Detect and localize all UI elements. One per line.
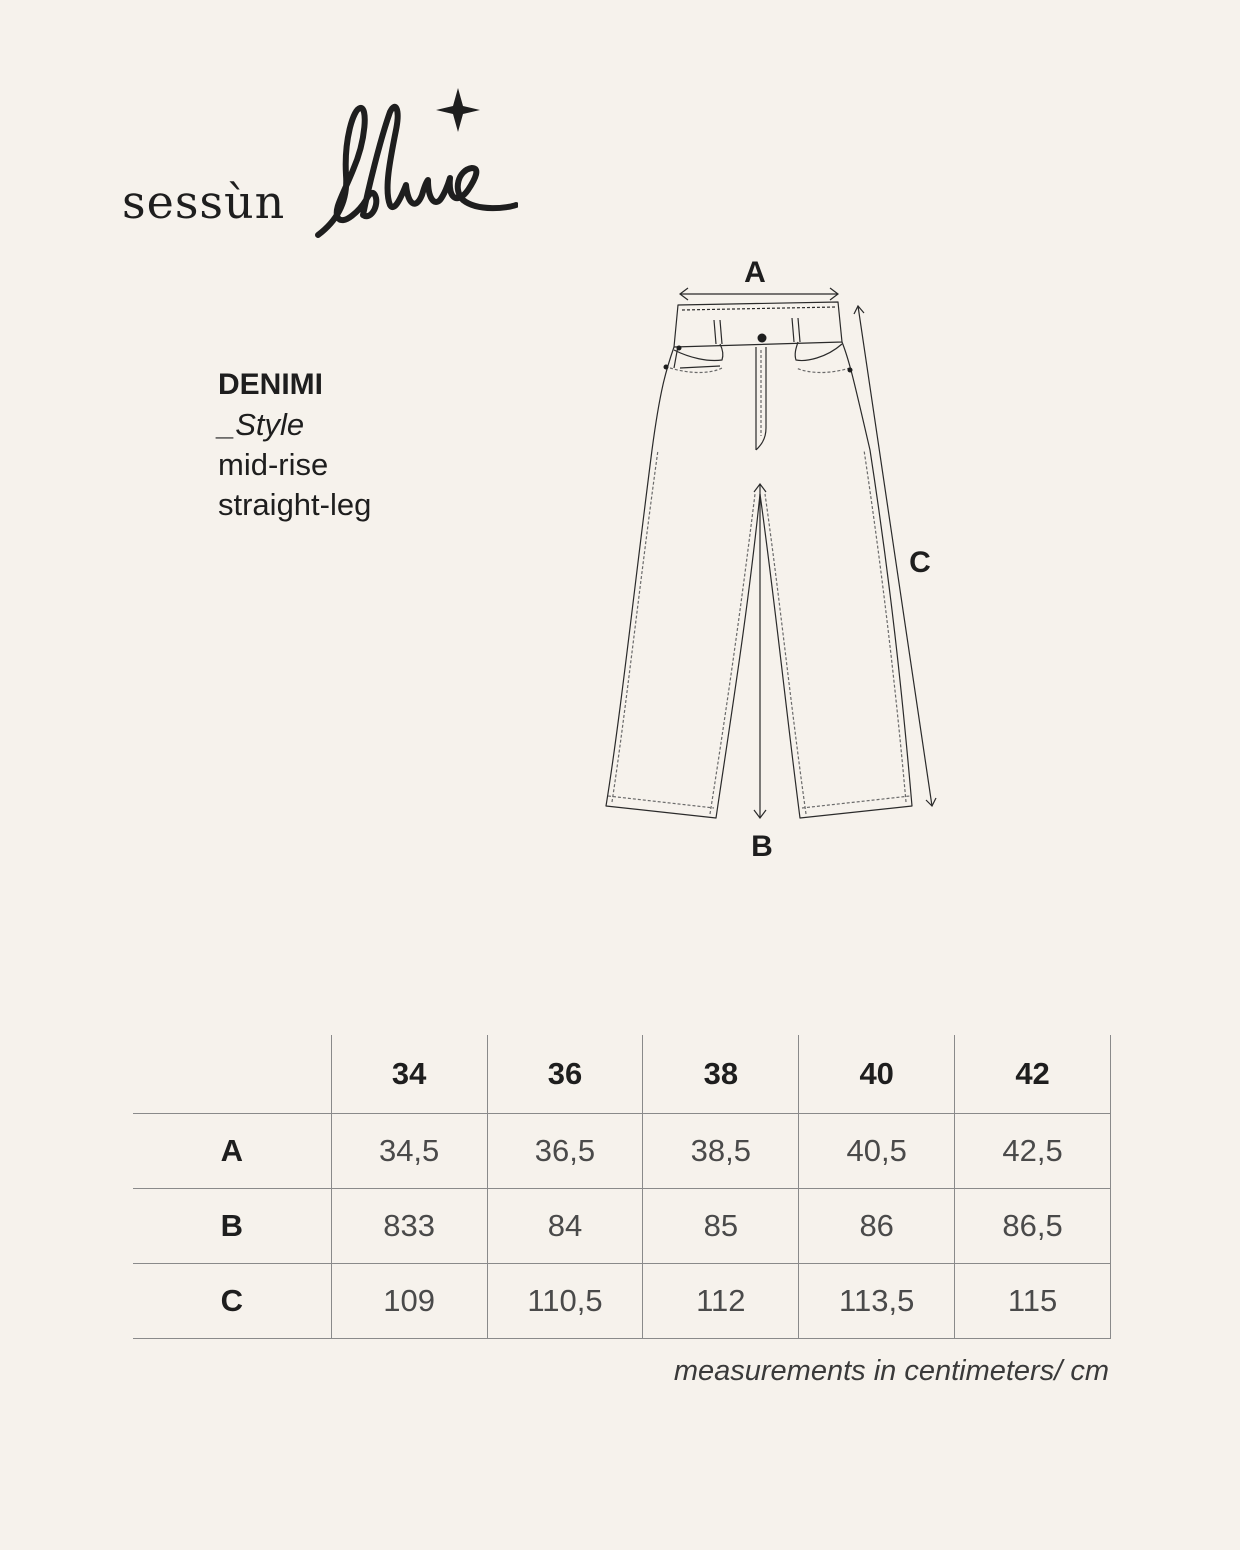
units-note: measurements in centimeters/ cm [673, 1355, 1109, 1387]
star-icon [436, 88, 480, 132]
table-cell: 86,5 [955, 1189, 1111, 1264]
table-cell: 112 [643, 1264, 799, 1339]
table-row [133, 1189, 1111, 1264]
brand-script-logo [308, 80, 518, 245]
brand-logo [118, 80, 518, 250]
table-cell: 36,5 [487, 1114, 643, 1189]
table-cell: 40,5 [799, 1114, 955, 1189]
jeans-drawing [590, 250, 970, 870]
size-header: 38 [643, 1035, 799, 1114]
label-a: A [744, 256, 766, 289]
row-label: B [133, 1189, 331, 1264]
corner-cell [133, 1035, 331, 1114]
size-header-row [133, 1035, 1111, 1114]
product-info [218, 365, 371, 525]
style-label: _Style [218, 407, 305, 442]
size-header: 40 [799, 1035, 955, 1114]
label-b: B [751, 830, 773, 863]
table-row [133, 1264, 1111, 1339]
table-cell: 84 [487, 1189, 643, 1264]
row-label: C [133, 1264, 331, 1339]
size-header: 36 [487, 1035, 643, 1114]
table-cell: 115 [955, 1264, 1111, 1339]
row-label: A [133, 1114, 331, 1189]
product-name: DENIMI [218, 368, 323, 401]
measure-a-arrow [680, 288, 838, 300]
attribute-rise: mid-rise [218, 447, 329, 482]
table-cell: 109 [331, 1264, 487, 1339]
size-header: 34 [331, 1035, 487, 1114]
brand-wordmark: sessùn [122, 175, 286, 229]
jeans-diagram [590, 250, 970, 870]
table-cell: 110,5 [487, 1264, 643, 1339]
table-cell: 34,5 [331, 1114, 487, 1189]
table-cell: 38,5 [643, 1114, 799, 1189]
size-chart-table [133, 1035, 1111, 1339]
table-cell: 86 [799, 1189, 955, 1264]
size-header: 42 [955, 1035, 1111, 1114]
table-cell: 42,5 [955, 1114, 1111, 1189]
table-cell: 833 [331, 1189, 487, 1264]
table-row [133, 1114, 1111, 1189]
table-cell: 85 [643, 1189, 799, 1264]
label-c: C [909, 546, 931, 579]
table-cell: 113,5 [799, 1264, 955, 1339]
attribute-leg: straight-leg [218, 487, 372, 522]
